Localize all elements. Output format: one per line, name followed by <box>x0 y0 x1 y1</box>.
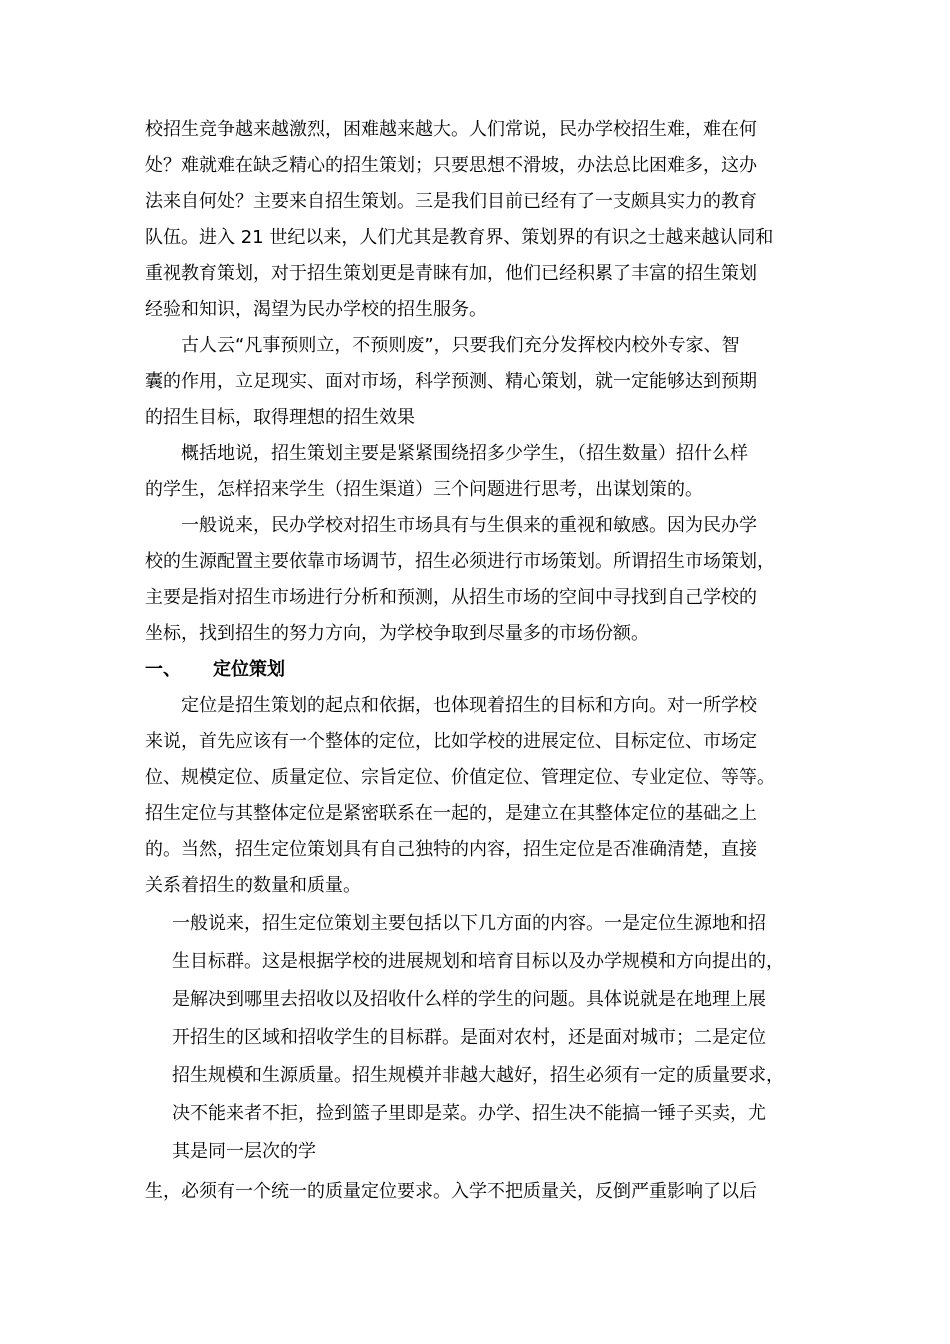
text-line: 重视教育策划，对于招生策划更是青睐有加，他们已经积累了丰富的招生策划 <box>145 263 757 284</box>
text-line: 一般说来，民办学校对招生市场具有与生俱来的重视和敏感。因为民办学 <box>181 515 757 536</box>
text-line: 校招生竞争越来越激烈，困难越来越大。人们常说，民办学校招生难，难在何 <box>145 119 757 140</box>
section-number: 一、 <box>145 659 181 680</box>
text-line: 招生定位与其整体定位是紧密联系在一起的，是建立在其整体定位的基础之上 <box>145 803 757 824</box>
text-line: 一般说来，招生定位策划主要包括以下几方面的内容。一是定位生源地和招 <box>172 913 766 934</box>
text-line: 生，必须有一个统一的质量定位要求。入学不把质量关，反倒严重影响了以后 <box>145 1181 757 1202</box>
text-line: 位、规模定位、质量定位、宗旨定位、价值定位、管理定位、专业定位、等等。 <box>145 767 775 788</box>
text-line: 囊的作用，立足现实、面对市场，科学预测、精心策划，就一定能够达到预期 <box>145 371 757 392</box>
text-line: 定位是招生策划的起点和依据，也体现着招生的目标和方向。对一所学校 <box>181 695 757 716</box>
text-line: 决不能来者不拒，捡到篮子里即是菜。办学、招生决不能搞一锤子买卖，尤 <box>172 1103 766 1124</box>
text-line: 的。当然，招生定位策划具有自己独特的内容，招生定位是否准确清楚，直接 <box>145 839 757 860</box>
text-line: 的学生，怎样招来学生（招生渠道）三个问题进行思考，出谋划策的。 <box>145 479 703 500</box>
section-heading <box>145 658 825 682</box>
section-title: 定位策划 <box>213 659 285 680</box>
text-line: 来说，首先应该有一个整体的定位，比如学校的进展定位、目标定位、市场定 <box>145 731 757 752</box>
text-line: 古人云“凡事预则立，不预则废”，只要我们充分发挥校内校外专家、智 <box>181 335 740 356</box>
text-line: 生目标群。这是根据学校的进展规划和培育目标以及办学规模和方向提出的， <box>172 951 784 972</box>
text-line: 其是同一层次的学 <box>172 1141 316 1162</box>
text-line: 坐标，找到招生的努力方向，为学校争取到尽量多的市场份额。 <box>145 623 649 644</box>
text-line: 处？难就难在缺乏精心的招生策划；只要思想不滑坡，办法总比困难多，这办 <box>145 155 757 176</box>
text-line: 队伍。进入 21 世纪以来，人们尤其是教育界、策划界的有识之士越来越认同和 <box>145 227 774 248</box>
text-line: 主要是指对招生市场进行分析和预测，从招生市场的空间中寻找到自己学校的 <box>145 587 757 608</box>
text-line: 经验和知识，渴望为民办学校的招生服务。 <box>145 299 487 320</box>
text-line: 的招生目标，取得理想的招生效果 <box>145 407 415 428</box>
text-line: 招生规模和生源质量。招生规模并非越大越好，招生必须有一定的质量要求， <box>172 1065 784 1086</box>
text-line: 开招生的区域和招收学生的目标群。是面对农村，还是面对城市；二是定位 <box>172 1027 766 1048</box>
text-line: 法来自何处？主要来自招生策划。三是我们目前已经有了一支颇具实力的教育 <box>145 191 757 212</box>
text-line: 校的生源配置主要依靠市场调节，招生必须进行市场策划。所谓招生市场策划， <box>145 551 775 572</box>
text-line: 概括地说，招生策划主要是紧紧围绕招多少学生，（招生数量）招什么样 <box>181 443 748 464</box>
text-line: 关系着招生的数量和质量。 <box>145 875 361 896</box>
text-line: 是解决到哪里去招收以及招收什么样的学生的问题。具体说就是在地理上展 <box>172 989 766 1010</box>
